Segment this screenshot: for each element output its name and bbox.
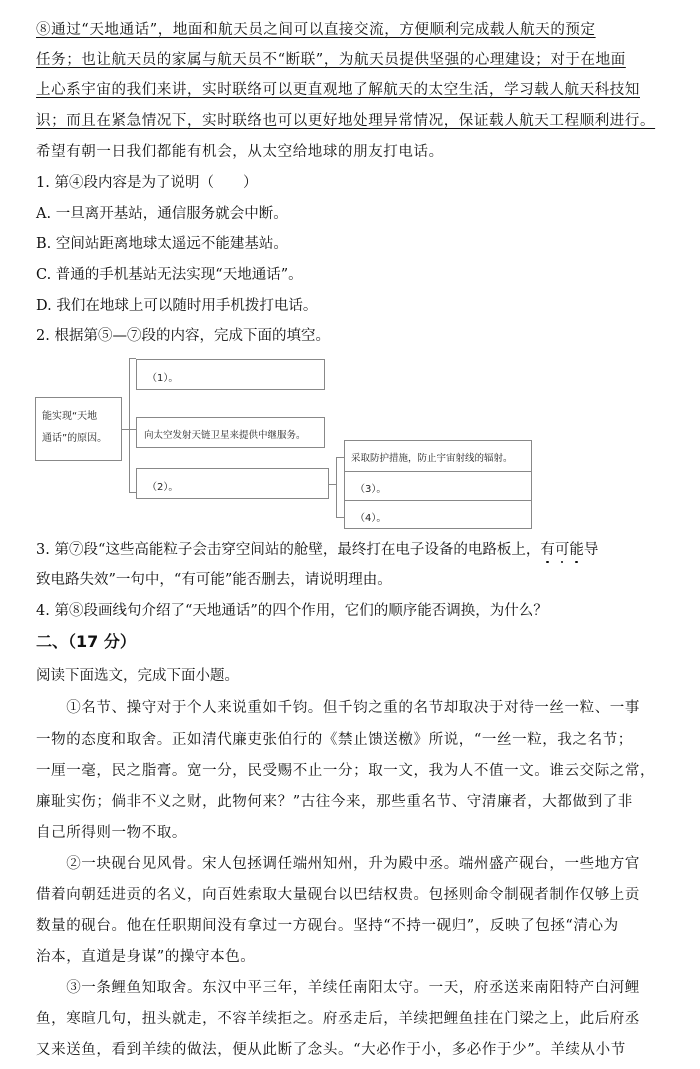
section-2-text-line: 廉耻实伤；倘非不义之财，此物何来？”古往今来，那些重名节、守清廉者，大都做到了非 (36, 794, 633, 810)
diagram-sub-given (345, 441, 531, 472)
diagram-bracket-vertical (336, 457, 337, 518)
diagram-slot-1 (136, 359, 325, 390)
diagram-slot-1-label: （1）。 (147, 373, 179, 384)
question-3-line-2: 致电路失效”一句中，“有可能”能否删去，请说明理由。 (36, 572, 392, 588)
section-2-text-line: 又来送鱼，看到羊续的做法，便从此断了念头。“大必作于小，多必作于少”。羊续从小节 (36, 1042, 626, 1058)
section-2-text-line: ③一条鲤鱼知取舍。东汉中平三年，羊续任南阳太守。一天，府丞送来南阳特产白河鲤 (36, 980, 640, 996)
section-2-heading: 二、（17 分） (36, 632, 136, 651)
section-2-text-line: 一物的态度和取舍。正如清代廉吏张伯行的《禁止馈送檄》所说，“一丝一粒，我之名节； (36, 732, 633, 748)
diagram-connector (122, 429, 129, 430)
question-1-option-a: A. 一旦离开基站，通信服务就会中断。 (36, 206, 288, 222)
diagram-root-text-1: 能实现“天地 (42, 411, 98, 422)
diagram-connector (129, 492, 136, 493)
question-3-line-1 (36, 540, 598, 560)
emphasis-char: 有 (540, 542, 555, 558)
emphasis-char: 能 (569, 542, 584, 558)
diagram-connector (329, 484, 336, 485)
diagram-root-box (35, 397, 122, 461)
passage-underlined-line-3: 上心系宇宙的我们来讲，实时联络可以更直观地了解航天的太空生活，学习载人航天科技知 (36, 82, 640, 98)
passage-underlined-line-4: 识；而且在紧急情况下，实时联络也可以更好地处理异常情况，保证载人航天工程顺利进行。 (36, 113, 656, 129)
question-3-text: 3. 第⑦段“这些高能粒子会击穿空间站的舱壁，最终打在电子设备的电路板上， (36, 542, 541, 558)
emphasis-char: 可 (554, 542, 570, 558)
question-1-option-c: C. 普通的手机基站无法实现“天地通话”。 (36, 267, 303, 283)
diagram-slot-4-label: （4）。 (355, 513, 387, 524)
section-2-instruction: 阅读下面选文，完成下面小题。 (36, 668, 239, 684)
section-2-text-line: 治本，直道是身谋”的操守本色。 (36, 949, 256, 965)
diagram-connector (336, 517, 344, 518)
diagram-connector (129, 429, 136, 430)
section-2-text-line: ①名节、操守对于个人来说重如千钧。但千钧之重的名节却取决于对待一丝一粒、一事 (36, 700, 640, 716)
question-2-stem: 2. 根据第⑤—⑦段的内容，完成下面的填空。 (36, 328, 330, 344)
passage-underlined-line-2: 任务；也让航天员的家属与航天员不“断联”，为航天员提供坚强的心理建设；对于在地面 (36, 52, 626, 68)
question-1-option-b: B. 空间站距离地球太遥远不能建基站。 (36, 236, 288, 252)
diagram-slot-4 (345, 500, 531, 528)
diagram-connector (129, 358, 136, 359)
section-2-text-line: 借着向朝廷进贡的名义，向百姓索取大量砚台以巴结权贵。包拯则命令制砚者制作仅够上贡 (36, 887, 640, 903)
passage-underlined-line-1: ⑧通过“天地通话”，地面和航天员之间可以直接交流，方便顺利完成载人航天的预定 (36, 22, 596, 38)
diagram-root-text-2: 通话”的原因。 (42, 433, 108, 444)
passage-closing-line: 希望有朝一日我们都能有机会，从太空给地球的朋友打电话。 (36, 144, 444, 160)
diagram-slot-3 (345, 471, 531, 501)
diagram-slot-2-label: （2）。 (147, 482, 179, 493)
section-2-text-line: 一厘一毫，民之脂膏。宽一分，民受赐不止一分；取一文，我为人不值一文。谁云交际之常， (36, 763, 656, 779)
question-4-stem: 4. 第⑧段画线句介绍了“天地通话”的四个作用，它们的顺序能否调换，为什么？ (36, 603, 548, 619)
question-1-option-d: D. 我们在地球上可以随时用手机拨打电话。 (36, 298, 318, 314)
question-1-stem: 1. 第④段内容是为了说明（ ） (36, 175, 258, 191)
section-2-text-line: 自己所得则一物不取。 (36, 825, 187, 841)
question-3-emphasis (540, 542, 584, 558)
section-2-text-line: 数量的砚台。他在任职期间没有拿过一方砚台。坚持“不持一砚归”，反映了包拯“清心为 (36, 918, 619, 934)
diagram-sub-given-text: 采取防护措施，防止宇宙射线的辐射。 (351, 453, 513, 464)
diagram-sub-group (344, 440, 532, 529)
diagram-middle-text: 向太空发射天链卫星来提供中继服务。 (144, 430, 306, 441)
section-2-text-line: ②一块砚台见风骨。宋人包拯调任端州知州，升为殿中丞。端州盛产砚台，一些地方官 (36, 856, 640, 872)
question-3-text-after: 导 (583, 542, 599, 558)
diagram-slot-2 (136, 468, 329, 499)
section-2-text-line: 鱼，寒暄几句，扭头就走，不容羊续拒之。府丞走后，羊续把鲤鱼挂在门梁之上，此后府丞 (36, 1011, 640, 1027)
diagram-slot-3-label: （3）。 (355, 484, 387, 495)
diagram-bracket-vertical (129, 358, 130, 493)
diagram-middle-box (136, 417, 325, 448)
diagram-connector (336, 457, 344, 458)
